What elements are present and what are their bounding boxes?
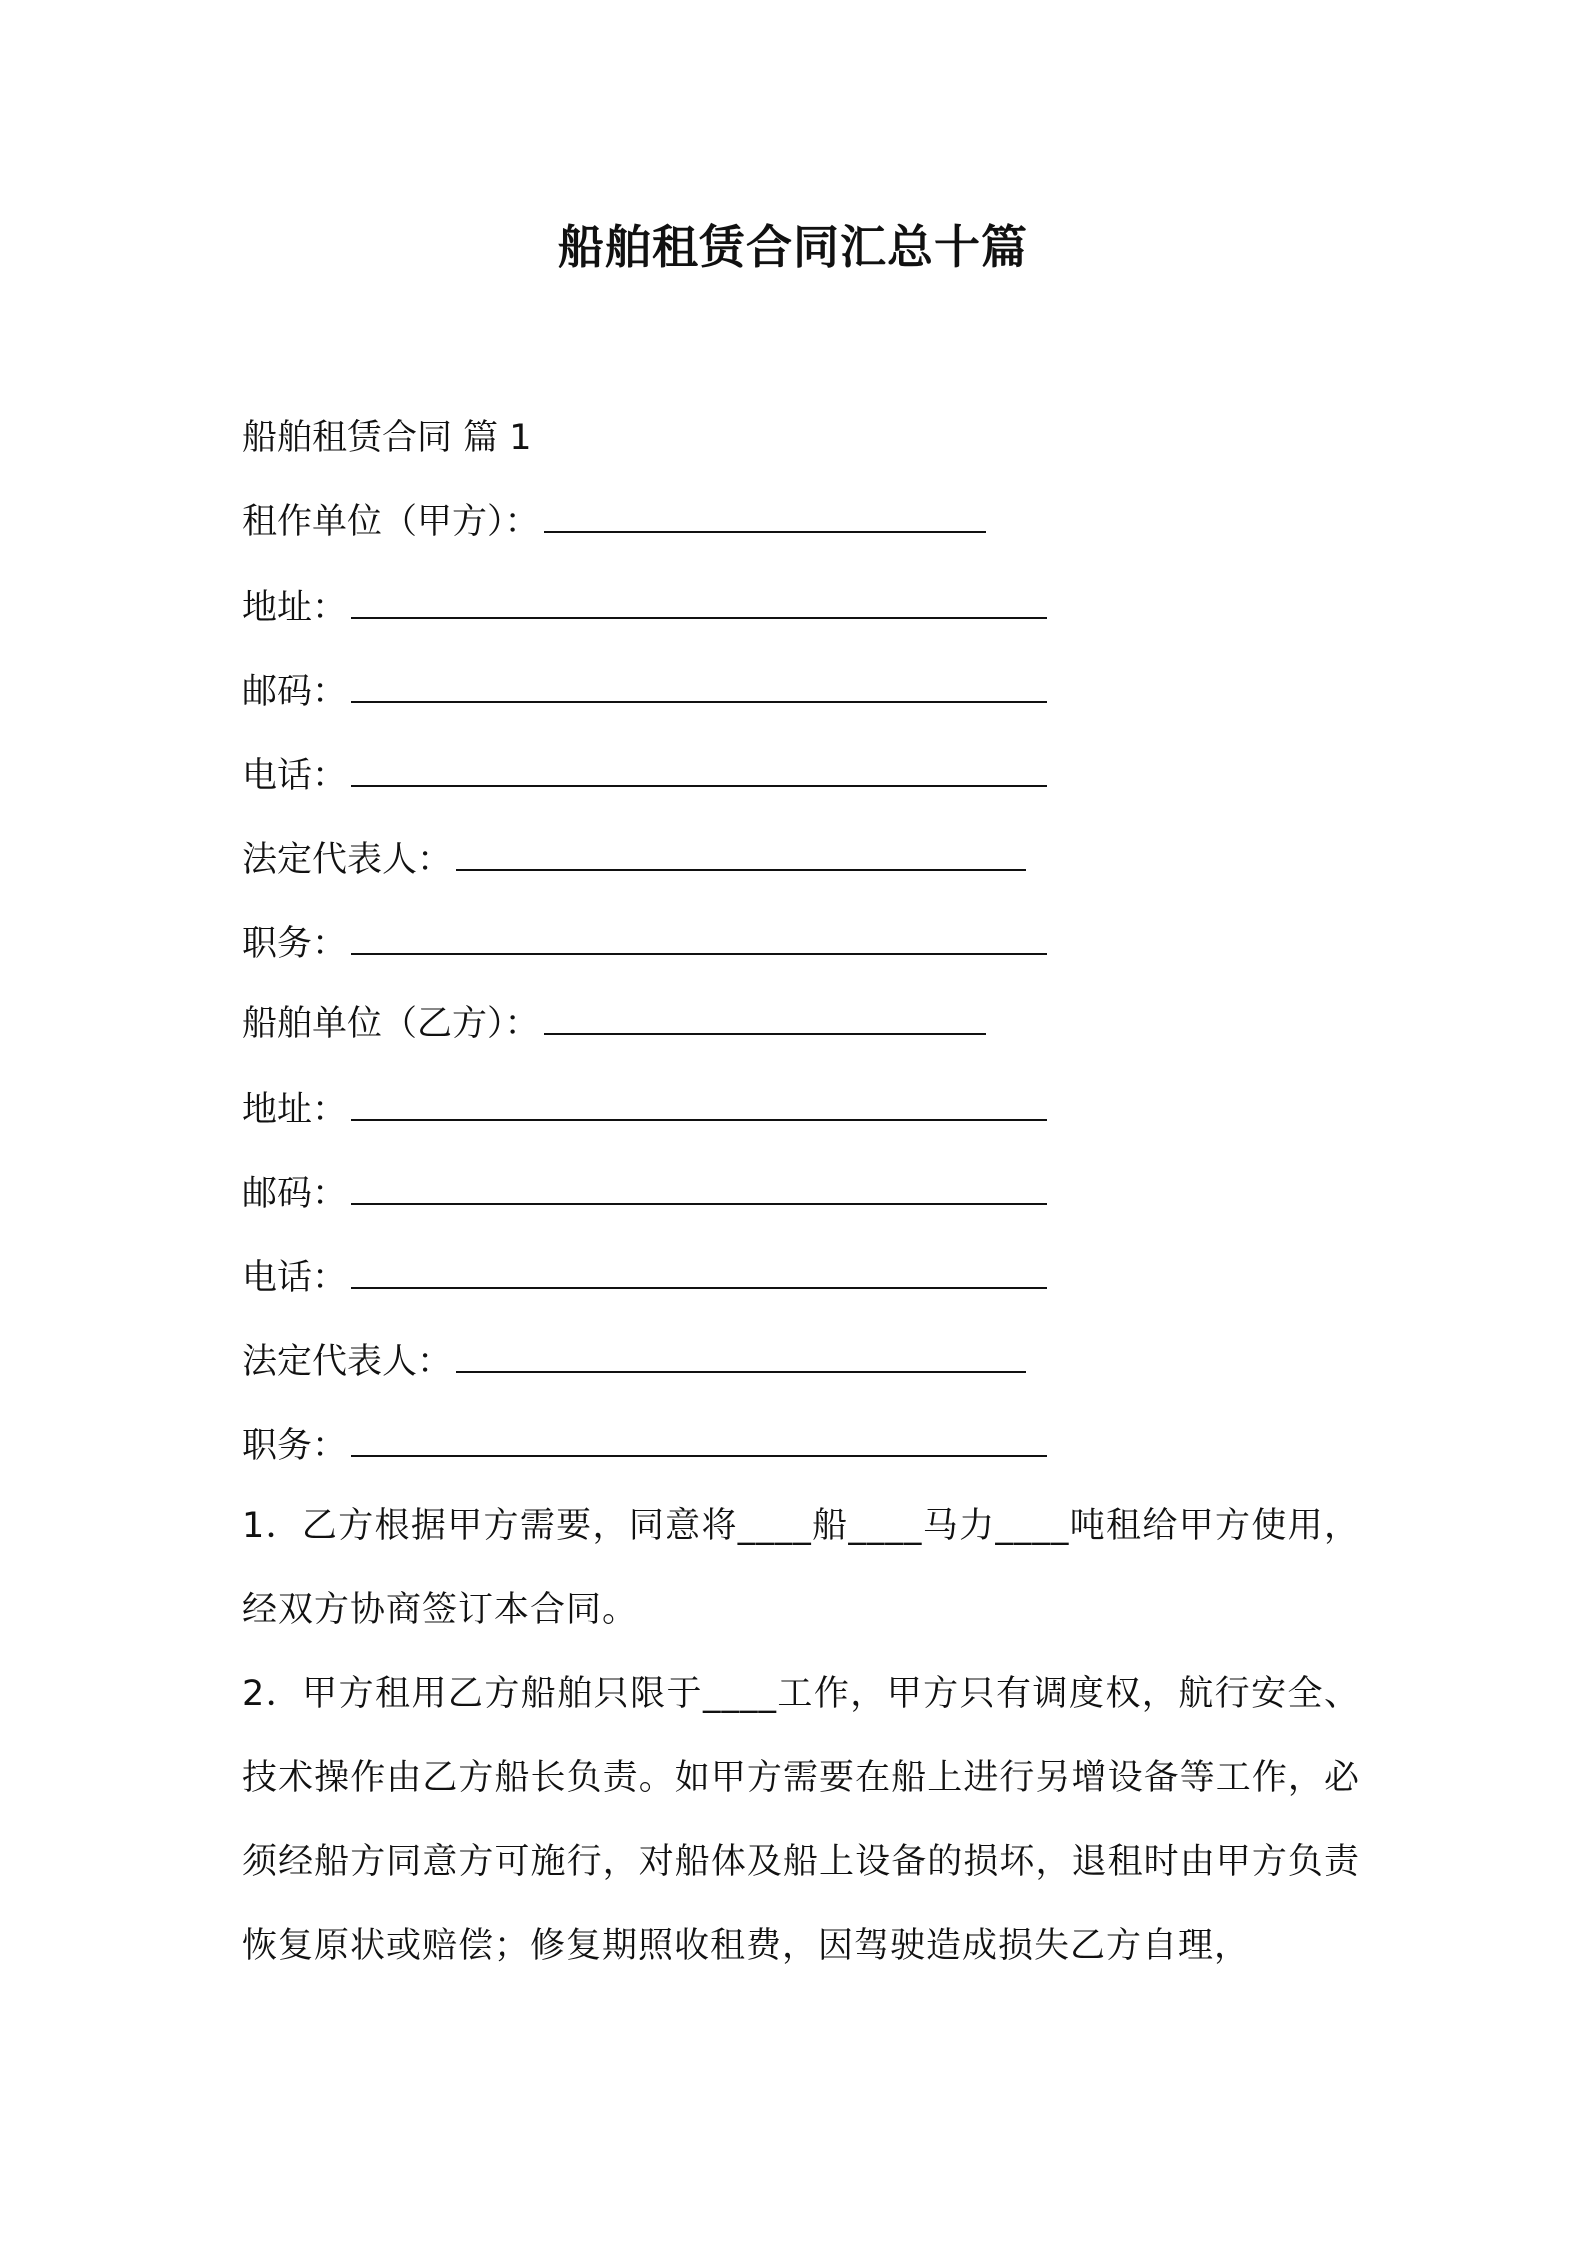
party-a-unit-row xyxy=(242,496,986,548)
party-a-phone-label: 电话： xyxy=(242,756,348,796)
party-b-phone-row xyxy=(242,1252,1047,1304)
party-b-legal-rep-row xyxy=(242,1336,1026,1388)
clause-1-text: 1．乙方根据甲方需要，同意将____船____马力____吨租给甲方使用，经双方协商签订本合同。 xyxy=(242,1506,1360,1630)
party-a-address-blank[interactable] xyxy=(351,585,1047,619)
party-a-postcode-blank[interactable] xyxy=(351,669,1047,703)
clause-2 xyxy=(242,1652,1360,1988)
party-a-position-blank[interactable] xyxy=(351,921,1047,955)
party-b-phone-label: 电话： xyxy=(242,1258,348,1298)
party-a-position-row xyxy=(242,918,1047,970)
party-a-legal-rep-label: 法定代表人： xyxy=(242,840,453,880)
party-b-address-row xyxy=(242,1084,1047,1136)
party-a-legal-rep-row xyxy=(242,834,1026,886)
party-b-postcode-blank[interactable] xyxy=(351,1171,1047,1205)
party-a-address-row xyxy=(242,582,1047,634)
party-b-unit-label: 船舶单位（乙方）： xyxy=(242,1004,540,1044)
document-title: 船舶租赁合同汇总十篇 xyxy=(558,220,1028,274)
party-b-address-blank[interactable] xyxy=(351,1087,1047,1121)
party-a-phone-blank[interactable] xyxy=(351,753,1047,787)
party-b-phone-blank[interactable] xyxy=(351,1255,1047,1289)
party-a-postcode-label: 邮码： xyxy=(242,672,348,712)
section-heading xyxy=(242,412,532,464)
party-b-position-label: 职务： xyxy=(242,1426,348,1466)
clause-1 xyxy=(242,1484,1360,1652)
party-b-legal-rep-blank[interactable] xyxy=(456,1339,1026,1373)
party-a-phone-row xyxy=(242,750,1047,802)
party-a-unit-label: 租作单位（甲方）： xyxy=(242,502,540,542)
party-a-address-label: 地址： xyxy=(242,588,348,628)
party-a-postcode-row xyxy=(242,666,1047,718)
party-a-unit-blank[interactable] xyxy=(544,499,986,533)
party-a-legal-rep-blank[interactable] xyxy=(456,837,1026,871)
section-heading-text: 船舶租赁合同 篇 1 xyxy=(242,418,532,458)
clause-2-text: 2．甲方租用乙方船舶只限于____工作，甲方只有调度权，航行安全、技术操作由乙方船长负责。如甲方需要在船上进行另增设备等工作，必须经船方同意方可施行，对船体及船上设备的损坏，退租时由甲方负责恢复原状或赔偿；修复期照收租费，因驾驶造成损失乙方自理， xyxy=(242,1674,1360,1966)
party-b-position-row xyxy=(242,1420,1047,1472)
party-b-unit-blank[interactable] xyxy=(544,1001,986,1035)
party-a-position-label: 职务： xyxy=(242,924,348,964)
party-b-position-blank[interactable] xyxy=(351,1423,1047,1457)
party-b-unit-row xyxy=(242,998,986,1050)
party-b-postcode-label: 邮码： xyxy=(242,1174,348,1214)
party-b-address-label: 地址： xyxy=(242,1090,348,1130)
party-b-legal-rep-label: 法定代表人： xyxy=(242,1342,453,1382)
party-b-postcode-row xyxy=(242,1168,1047,1220)
